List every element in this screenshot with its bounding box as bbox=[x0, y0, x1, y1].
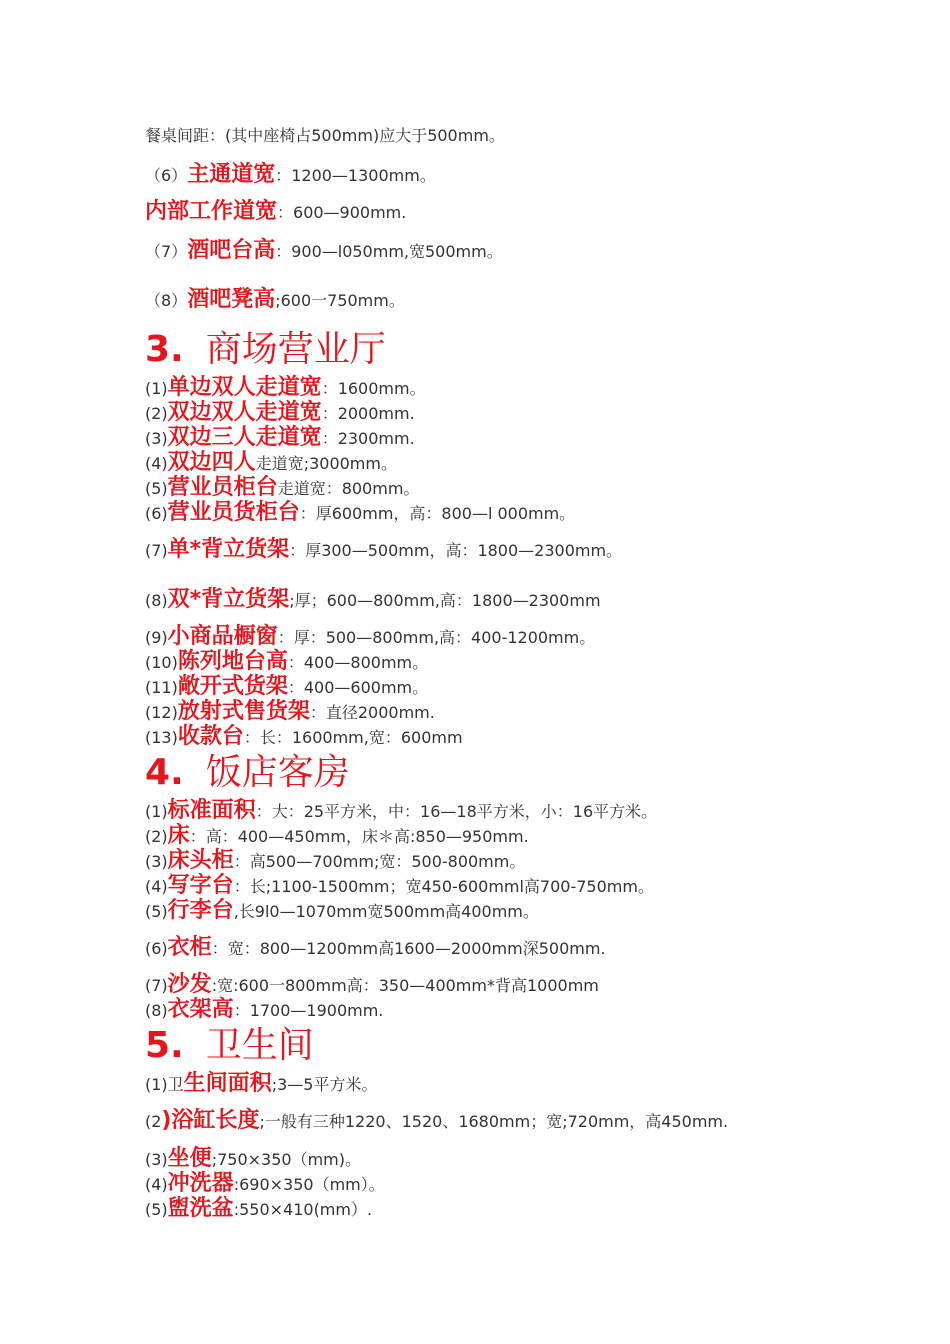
list-item bbox=[145, 1198, 372, 1220]
section-title: 商场营业厅 bbox=[205, 329, 386, 370]
list-item bbox=[145, 900, 539, 922]
item-keyword: )浴缸长度 bbox=[161, 1108, 260, 1133]
section-title: 卫生间 bbox=[205, 1025, 314, 1066]
item-prefix: (3) bbox=[145, 1150, 168, 1169]
line-value: ;600一750mm。 bbox=[275, 291, 405, 310]
item-prefix: (2) bbox=[145, 827, 168, 846]
item-keyword: 沙发 bbox=[167, 972, 212, 997]
item-keyword: 收款台 bbox=[177, 724, 244, 749]
list-item bbox=[145, 452, 397, 474]
item-prefix: (3) bbox=[145, 429, 168, 448]
line-keyword: 酒吧台高 bbox=[187, 238, 276, 263]
list-item bbox=[145, 999, 383, 1021]
item-value: ：长;1100-1500mm；宽450-600mml高700-750mm。 bbox=[233, 877, 654, 896]
item-keyword: 双边双人走道宽 bbox=[167, 400, 322, 425]
item-prefix: (7) bbox=[145, 976, 168, 995]
item-prefix: (5) bbox=[145, 902, 168, 921]
section-heading bbox=[145, 752, 350, 793]
item-value: ;厚；600—800mm,高：1800—2300mm bbox=[289, 591, 601, 610]
item-value: ,长9l0—1070mm宽500mm高400mm。 bbox=[233, 902, 539, 921]
item-prefix: (10) bbox=[145, 653, 178, 672]
item-keyword: 双边三人走道宽 bbox=[167, 425, 322, 450]
section-number: 5. bbox=[145, 1025, 184, 1066]
item-value: ：2000mm. bbox=[321, 404, 415, 423]
item-prefix: (13) bbox=[145, 728, 178, 747]
list-item bbox=[145, 1148, 361, 1170]
item-keyword: 生间面积 bbox=[183, 1071, 272, 1096]
list-item bbox=[145, 875, 654, 897]
item-value: ：宽：800—1200mm高1600—2000mm深500mm. bbox=[211, 939, 606, 958]
item-value: ：大：25平方米，中：16—18平方米，小：16平方米。 bbox=[255, 802, 658, 821]
item-prefix: (3) bbox=[145, 852, 168, 871]
section-title: 饭店客房 bbox=[205, 752, 350, 793]
item-value: ：1700—1900mm. bbox=[233, 1001, 384, 1020]
item-prefix: (5) bbox=[145, 1200, 168, 1219]
item-keyword: 单边双人走道宽 bbox=[167, 375, 322, 400]
item-value: ;3—5平方米。 bbox=[271, 1075, 378, 1094]
item-value: ：1600mm。 bbox=[321, 379, 426, 398]
item-value: ：2300mm. bbox=[321, 429, 415, 448]
item-prefix: (11) bbox=[145, 678, 178, 697]
item-prefix: (1)卫 bbox=[145, 1075, 184, 1094]
line-value: ：900—l050mm,宽500mm。 bbox=[275, 242, 503, 261]
list-item bbox=[145, 377, 426, 399]
item-keyword: 冲洗器 bbox=[167, 1171, 234, 1196]
item-keyword: 小商品橱窗 bbox=[167, 624, 278, 649]
item-prefix: (12) bbox=[145, 703, 178, 722]
list-item bbox=[145, 800, 657, 822]
list-item bbox=[145, 427, 415, 449]
item-value: ：高500—700mm;宽：500-800mm。 bbox=[233, 852, 526, 871]
item-keyword: 敞开式货架 bbox=[177, 674, 288, 699]
item-keyword: 床 bbox=[167, 823, 190, 848]
item-prefix: (8) bbox=[145, 591, 168, 610]
item-keyword: 写字台 bbox=[167, 873, 234, 898]
item-prefix: (4) bbox=[145, 877, 168, 896]
list-item bbox=[145, 726, 463, 748]
item-prefix: (7) bbox=[145, 541, 168, 560]
item-value: ;一般有三种1220、1520、1680mm；宽;720mm，高450mm. bbox=[259, 1112, 729, 1131]
item-value: ：400—600mm。 bbox=[287, 678, 429, 697]
item-value: :550×410(mm）. bbox=[233, 1200, 373, 1219]
line-text: 餐桌间距：(其中座椅占500mm)应大于500mm。 bbox=[145, 126, 505, 145]
item-keyword: 床头柜 bbox=[167, 848, 234, 873]
line-prefix: （7） bbox=[145, 242, 188, 261]
list-item bbox=[145, 974, 599, 996]
text-line bbox=[145, 201, 406, 223]
section-heading bbox=[145, 1025, 314, 1066]
text-line bbox=[145, 289, 405, 311]
text-line bbox=[145, 164, 436, 186]
item-keyword: 盥洗盆 bbox=[167, 1196, 234, 1221]
item-keyword: 双*背立货架 bbox=[167, 587, 290, 612]
item-keyword: 行李台 bbox=[167, 898, 234, 923]
list-item bbox=[145, 1073, 377, 1095]
list-item bbox=[145, 402, 415, 424]
list-item bbox=[145, 701, 435, 723]
item-keyword: 标准面积 bbox=[167, 798, 256, 823]
item-keyword: 衣柜 bbox=[167, 935, 212, 960]
item-prefix: (1) bbox=[145, 802, 168, 821]
list-item bbox=[145, 676, 428, 698]
item-value: ：厚600mm，高：800—l 000mm。 bbox=[299, 504, 576, 523]
item-prefix: (8) bbox=[145, 1001, 168, 1020]
list-item bbox=[145, 850, 525, 872]
item-prefix: (6) bbox=[145, 504, 168, 523]
list-item bbox=[145, 477, 419, 499]
item-value: :690×350（mm）。 bbox=[233, 1175, 385, 1194]
section-heading bbox=[145, 329, 386, 370]
item-value: ：直径2000mm. bbox=[309, 703, 435, 722]
line-value: ：600—900mm. bbox=[277, 203, 407, 222]
list-item bbox=[145, 825, 529, 847]
list-item bbox=[145, 651, 428, 673]
list-item bbox=[145, 1110, 728, 1132]
item-keyword: 衣架高 bbox=[167, 997, 234, 1022]
item-keyword: 营业员柜台 bbox=[167, 475, 278, 500]
line-keyword: 酒吧凳高 bbox=[187, 287, 276, 312]
line-keyword: 主通道宽 bbox=[187, 162, 276, 187]
item-prefix: (9) bbox=[145, 628, 168, 647]
item-keyword: 双边四人 bbox=[167, 450, 256, 475]
line-prefix: （6） bbox=[145, 166, 188, 185]
text-line bbox=[145, 240, 503, 262]
list-item bbox=[145, 589, 601, 611]
item-prefix: (6) bbox=[145, 939, 168, 958]
list-item bbox=[145, 1173, 385, 1195]
list-item bbox=[145, 502, 575, 524]
item-prefix: (1) bbox=[145, 379, 168, 398]
item-value: ;750×350（mm)。 bbox=[211, 1150, 361, 1169]
line-value: ：1200—1300mm。 bbox=[275, 166, 436, 185]
section-number: 3. bbox=[145, 329, 184, 370]
item-keyword: 坐便 bbox=[167, 1146, 212, 1171]
item-value: ：厚300—500mm，高：1800—2300mm。 bbox=[289, 541, 623, 560]
item-value: ：高：400—450mm，床＊高:850—950mm. bbox=[189, 827, 529, 846]
line-prefix: （8） bbox=[145, 291, 188, 310]
item-value: ：长：1600mm,宽：600mm bbox=[243, 728, 463, 747]
item-prefix: (2) bbox=[145, 404, 168, 423]
item-prefix: (4) bbox=[145, 454, 168, 473]
item-prefix: (5) bbox=[145, 479, 168, 498]
item-value: ：厚：500—800mm,高：400-1200mm。 bbox=[277, 628, 596, 647]
item-value: :宽:600一800mm高：350—400mm*背高1000mm bbox=[211, 976, 599, 995]
item-keyword: 单*背立货架 bbox=[167, 537, 290, 562]
list-item bbox=[145, 539, 622, 561]
section-number: 4. bbox=[145, 752, 184, 793]
item-keyword: 营业员货柜台 bbox=[167, 500, 300, 525]
item-value: 走道宽：800mm。 bbox=[277, 479, 420, 498]
item-prefix: (4) bbox=[145, 1175, 168, 1194]
list-item bbox=[145, 937, 606, 959]
line-keyword: 内部工作道宽 bbox=[145, 199, 278, 224]
item-prefix: (2 bbox=[145, 1112, 162, 1131]
item-value: 走道宽;3000mm。 bbox=[255, 454, 397, 473]
text-line bbox=[145, 128, 505, 144]
item-keyword: 放射式售货架 bbox=[177, 699, 310, 724]
list-item bbox=[145, 626, 595, 648]
item-keyword: 陈列地台高 bbox=[177, 649, 288, 674]
item-value: ：400—800mm。 bbox=[287, 653, 429, 672]
